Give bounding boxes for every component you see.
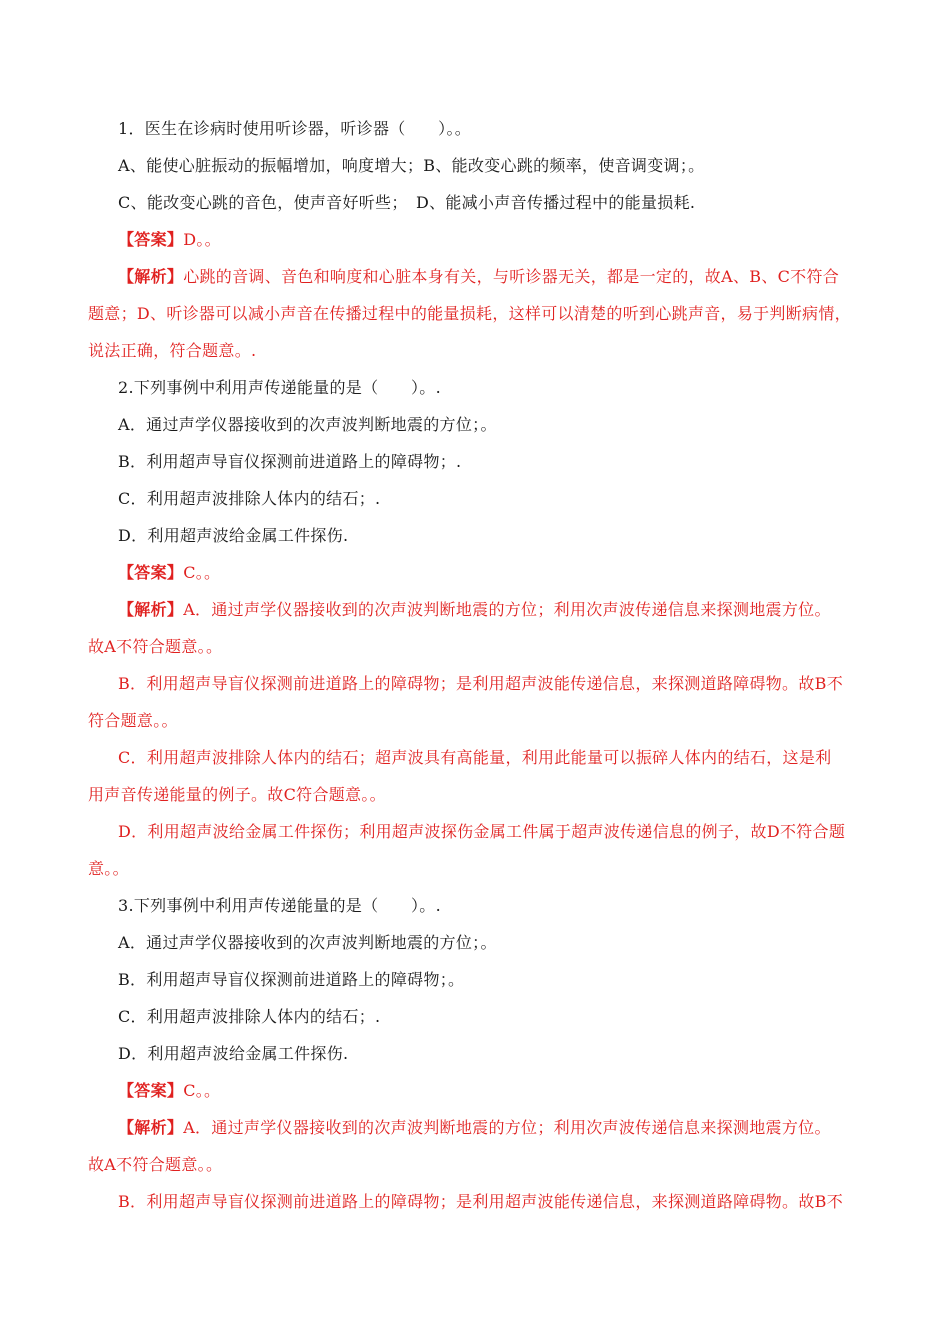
question-3-option-a: A．通过声学仪器接收到的次声波判断地震的方位；。 <box>118 933 497 952</box>
analysis-tag: 【解析】 <box>118 1118 184 1137</box>
answer-tag: 【答案】 <box>118 1081 184 1100</box>
question-1-stem: 1．医生在诊病时使用听诊器，听诊器（ ）。。 <box>118 119 472 138</box>
analysis-tag: 【解析】 <box>118 600 184 619</box>
answer-value: C。。 <box>183 1081 221 1100</box>
question-3-answer <box>0 1081 950 1101</box>
question-1-analysis-line-3: 说法正确，符合题意。. <box>88 341 257 360</box>
question-2-analysis-c-cont: 用声音传递能量的例子。故C符合题意。。 <box>88 785 386 804</box>
answer-tag: 【答案】 <box>118 230 184 249</box>
question-2-analysis-c: C．利用超声波排除人体内的结石；超声波具有高能量，利用此能量可以振碎人体内的结石，这是利 <box>118 748 832 767</box>
question-2-analysis-b: B．利用超声导盲仪探测前进道路上的障碍物；是利用超声波能传递信息，来探测道路障碍物。故B不 <box>118 674 844 693</box>
answer-value: D。。 <box>183 230 221 249</box>
analysis-text: A．通过声学仪器接收到的次声波判断地震的方位；利用次声波传递信息来探测地震方位。 <box>183 1118 831 1137</box>
answer-value: C。。 <box>183 563 221 582</box>
question-3-analysis-b: B．利用超声导盲仪探测前进道路上的障碍物；是利用超声波能传递信息，来探测道路障碍物。故B不 <box>118 1192 844 1211</box>
question-1-options-cd: C、能改变心跳的音色，使声音好听些； D、能减小声音传播过程中的能量损耗. <box>118 193 696 212</box>
question-3-option-c: C．利用超声波排除人体内的结石；. <box>118 1007 381 1026</box>
question-2-answer <box>0 563 950 583</box>
question-1-answer <box>0 230 950 250</box>
analysis-text: A．通过声学仪器接收到的次声波判断地震的方位；利用次声波传递信息来探测地震方位。 <box>183 600 831 619</box>
analysis-tag: 【解析】 <box>118 267 184 286</box>
question-2-analysis-b-cont: 符合题意。。 <box>88 711 178 730</box>
question-3-stem: 3.下列事例中利用声传递能量的是（ ）。. <box>118 896 441 915</box>
question-3-option-b: B．利用超声导盲仪探测前进道路上的障碍物；。 <box>118 970 465 989</box>
question-2-analysis-d-cont: 意。。 <box>88 859 129 878</box>
analysis-text: 心跳的音调、音色和响度和心脏本身有关，与听诊器无关，都是一定的，故A、B、C不符合 <box>183 267 840 286</box>
question-2-option-c: C．利用超声波排除人体内的结石；. <box>118 489 381 508</box>
question-3-option-d: D．利用超声波给金属工件探伤. <box>118 1044 349 1063</box>
question-2-analysis <box>0 600 950 620</box>
answer-tag: 【答案】 <box>118 563 184 582</box>
question-1-analysis-line-2: 题意；D、听诊器可以减小声音在传播过程中的能量损耗，这样可以清楚的听到心跳声音，易于判断病情， <box>88 304 851 323</box>
question-3-analysis-a-cont: 故A不符合题意。。 <box>88 1155 223 1174</box>
question-2-option-d: D．利用超声波给金属工件探伤. <box>118 526 349 545</box>
question-2-analysis-a-cont: 故A不符合题意。。 <box>88 637 223 656</box>
question-2-option-a: A．通过声学仪器接收到的次声波判断地震的方位；。 <box>118 415 497 434</box>
question-3-analysis <box>0 1118 950 1138</box>
question-1-analysis <box>0 267 950 287</box>
question-2-stem: 2.下列事例中利用声传递能量的是（ ）。. <box>118 378 441 397</box>
question-1-options-ab: A、能使心脏振动的振幅增加，响度增大；B、能改变心跳的频率，使音调变调；。 <box>118 156 705 175</box>
question-2-option-b: B．利用超声导盲仪探测前进道路上的障碍物；. <box>118 452 462 471</box>
question-2-analysis-d: D．利用超声波给金属工件探伤；利用超声波探伤金属工件属于超声波传递信息的例子，故D不符合题 <box>118 822 846 841</box>
